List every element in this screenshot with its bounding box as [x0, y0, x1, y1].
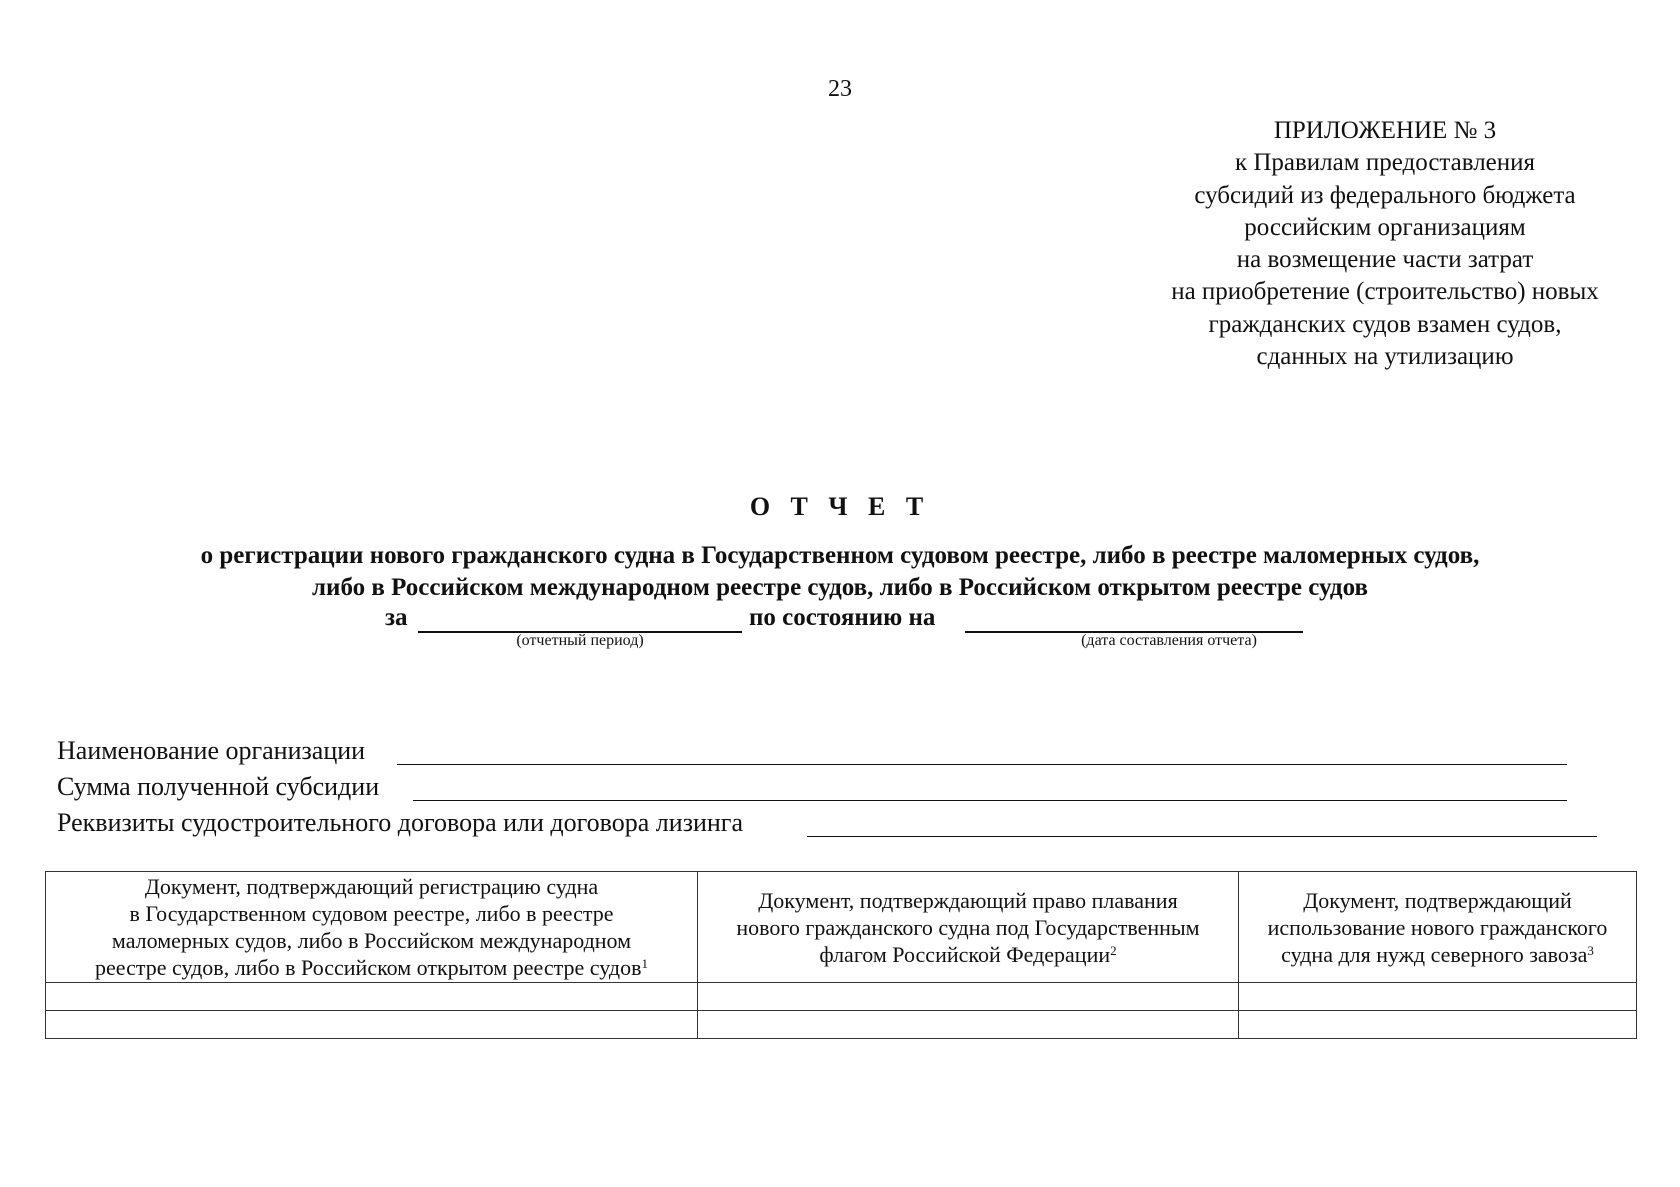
period-caption: (отчетный период) [516, 632, 644, 649]
page-number: 23 [828, 76, 852, 102]
period-prefix: за [385, 604, 408, 631]
appendix-line: гражданских судов взамен судов, [1208, 310, 1562, 338]
appendix-line: российским организациям [1244, 213, 1526, 241]
appendix-line: субсидий из федерального бюджета [1194, 181, 1576, 209]
subsidy-amount-label: Сумма полученной субсидии [57, 772, 380, 801]
table-header-row [46, 872, 1637, 983]
table-cell[interactable] [1239, 1011, 1637, 1039]
contract-details-field [57, 808, 1597, 842]
report-subtitle-line-1: о регистрации нового гражданского судна в Государственном судовом реестре, либо в реестре маломерных судов, [200, 542, 1480, 569]
report-title: О Т Ч Е Т [749, 492, 931, 521]
footnote-marker: 3 [1587, 942, 1594, 958]
appendix-line: сданных на утилизацию [1256, 343, 1514, 371]
documents-table [45, 871, 1637, 1039]
table-cell[interactable] [46, 983, 698, 1011]
appendix-line: на возмещение части затрат [1236, 246, 1534, 274]
contract-details-label: Реквизиты судостроительного договора или договора лизинга [57, 808, 743, 837]
column-header-northern-delivery-document: Документ, подтверждающий использование нового гражданского судна для нужд северного завоза$^3$ [1239, 872, 1637, 983]
subsidy-amount-field [57, 772, 1567, 806]
footnote-marker: 2 [1110, 942, 1117, 958]
table-row [46, 1011, 1637, 1039]
table-cell[interactable] [46, 1011, 698, 1039]
table-cell[interactable] [698, 1011, 1239, 1039]
organization-name-blank[interactable] [397, 764, 1567, 765]
organization-name-label: Наименование организации [57, 736, 366, 765]
report-subtitle-line-2: либо в Российском международном реестре судов, либо в Российском открытом реестре судов [312, 574, 1368, 601]
footnote-marker: 1 [641, 956, 648, 971]
table-cell[interactable] [1239, 983, 1637, 1011]
contract-details-blank[interactable] [807, 836, 1597, 837]
table-cell[interactable] [698, 983, 1239, 1011]
report-subtitle [0, 540, 1680, 604]
appendix-line: на приобретение (строительство) новых [1171, 278, 1599, 306]
column-header-registration-document: Документ, подтверждающий регистрацию судна в Государственном судовом реестре, либо в реестре маломерных судов, либо в Российском международном реестре судов, либо в Российском открытом реестре судов$^1$ [46, 872, 698, 983]
appendix-header [1120, 115, 1650, 373]
appendix-line: к Правилам предоставления [1234, 149, 1536, 177]
column-header-navigation-right-document: Документ, подтверждающий право плавания нового гражданского судна под Государственным флагом Российской Федерации$^2$ [698, 872, 1239, 983]
organization-name-field [57, 736, 1567, 770]
state-label: по состоянию на [749, 604, 936, 631]
date-caption: (дата составления отчета) [1081, 632, 1257, 649]
period-line [0, 604, 1680, 644]
table-row [46, 983, 1637, 1011]
subsidy-amount-blank[interactable] [413, 800, 1567, 801]
appendix-line: ПРИЛОЖЕНИЕ № 3 [1273, 117, 1497, 144]
